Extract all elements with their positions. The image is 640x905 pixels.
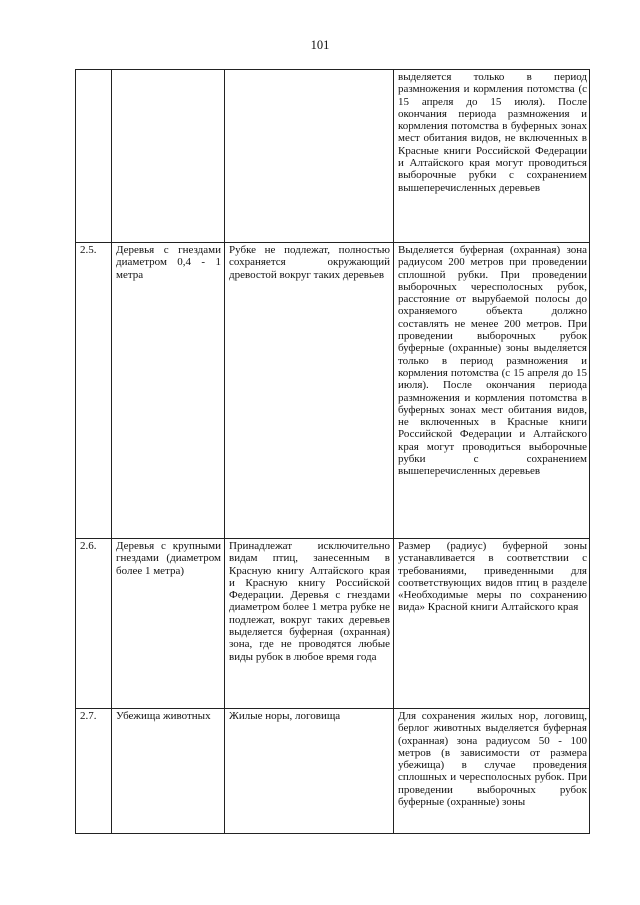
object-name: Деревья с крупными гнездами (диаметром более 1 метра) — [112, 539, 225, 709]
protection-measure: Для сохранения жилых нор, логовищ, берлог животных выделяется буферная (охранная) зона радиусом 50 - 100 метров (в зависимости от размера убежища) в случае проведения сплошных и чересполосных рубок. При проведении выборочных рубок буферные (охранные) зоны — [394, 709, 590, 834]
object-condition: Жилые норы, логовища — [225, 709, 394, 834]
table-row — [76, 243, 590, 539]
forest-protection-table — [75, 69, 590, 834]
table-row — [76, 709, 590, 834]
object-name: Деревья с гнездами диаметром 0,4 - 1 метра — [112, 243, 225, 539]
row-number: 2.6. — [76, 539, 112, 709]
table-row — [76, 70, 590, 243]
protection-measure: выделяется только в период размножения и кормления потомства (с 15 апреля до 15 июля). После окончания периода размножения и кормления потомства в буферных зонах мест обитания видов, не включенных в Красные книги Российской Федерации и Алтайского края могут проводиться выборочные рубки с сохранением вышеперечисленных деревьев — [394, 70, 590, 243]
row-number: 2.7. — [76, 709, 112, 834]
object-condition: Принадлежат исключительно видам птиц, занесенным в Красную книгу Алтайского края и Красную книгу Российской Федерации. Деревья с гнездами диаметром более 1 метра рубке не подлежат, вокруг таких деревьев выделяется буферная (охранная) зона, где не проводятся любые виды рубок в любое время года — [225, 539, 394, 709]
object-name: Убежища животных — [112, 709, 225, 834]
row-number — [76, 70, 112, 243]
object-name — [112, 70, 225, 243]
object-condition: Рубке не подлежат, полностью сохраняется окружающий древостой вокруг таких деревьев — [225, 243, 394, 539]
protection-measure: Выделяется буферная (охранная) зона радиусом 200 метров при проведении сплошной рубки. При проведении выборочных чересполосных рубок, расстояние от вырубаемой полосы до охраняемого объекта должно составлять не менее 200 метров. При проведении выборочных рубок буферные (охранные) зоны выделяется только в период размножения и кормления потомства (с 15 апреля до 15 июля). После окончания периода размножения и кормления потомства в буферных зонах мест обитания видов, не включенных в Красные книги Российской Федерации и Алтайского края могут проводиться выборочные рубки с сохранением вышеперечисленных деревьев — [394, 243, 590, 539]
page-number: 101 — [310, 38, 330, 52]
row-number: 2.5. — [76, 243, 112, 539]
protection-measure: Размер (радиус) буферной зоны устанавливается в соответствии с требованиями, приведенными для соответствующих видов птиц в разделе «Необходимые меры по сохранению вида» Красной книги Алтайского края — [394, 539, 590, 709]
table-row — [76, 539, 590, 709]
object-condition — [225, 70, 394, 243]
